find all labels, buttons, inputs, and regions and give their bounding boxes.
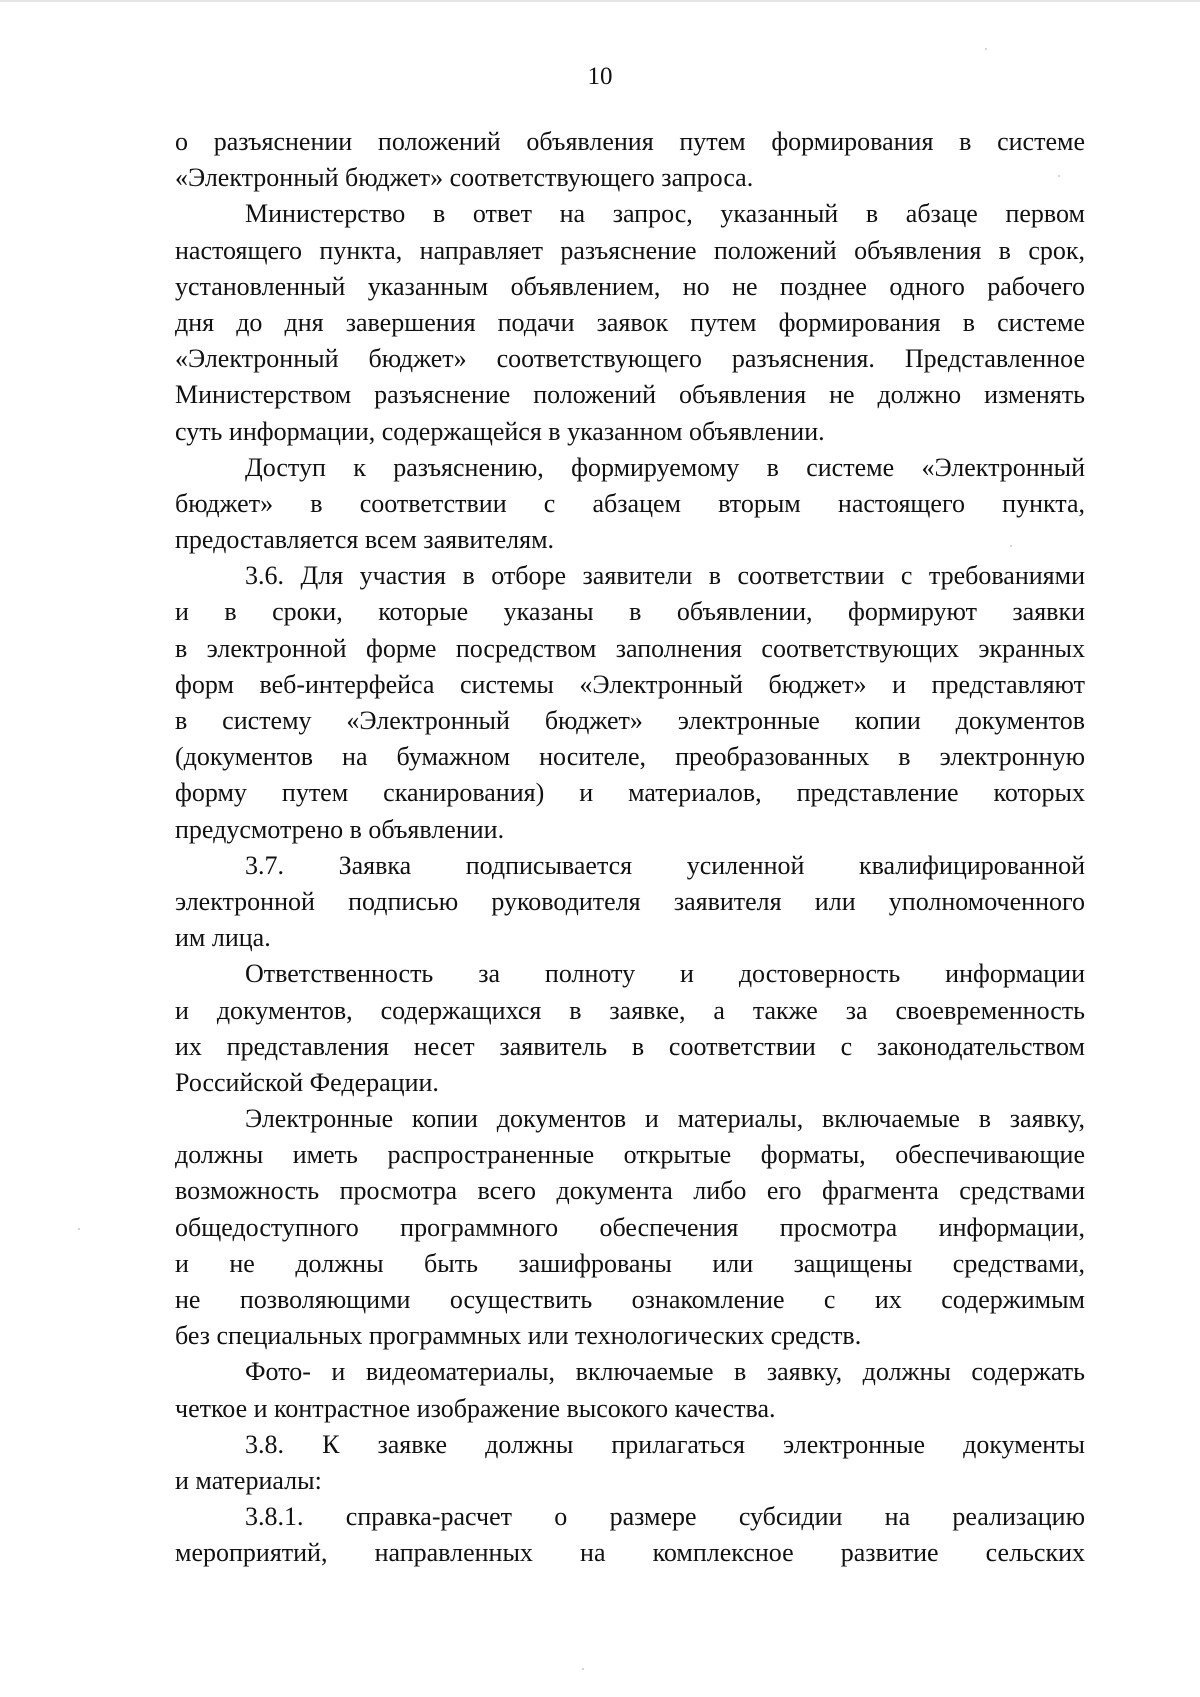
text-line: возможность просмотра всего документа либо его фрагмента средствами	[175, 1176, 1085, 1206]
text-line: и в сроки, которые указаны в объявлении, формируют заявки	[175, 597, 1085, 627]
text-line: установленный указанным объявлением, но не позднее одного рабочего	[175, 271, 1085, 301]
text-line: «Электронный бюджет» соответствующего запроса.	[175, 163, 754, 193]
scan-speck	[1010, 545, 1012, 547]
text-line: четкое и контрастное изображение высокого качества.	[175, 1393, 776, 1423]
scan-speck	[78, 1228, 80, 1230]
paragraph	[175, 450, 1085, 559]
text-line: и материалы:	[175, 1465, 322, 1495]
text-line: дня до дня завершения подачи заявок путем формирования в системе	[175, 307, 1085, 337]
text-line: настоящего пункта, направляет разъяснение положений объявления в срок,	[175, 235, 1085, 265]
text-line: 3.7. Заявка подписывается усиленной квалифицированной	[245, 850, 1085, 880]
text-line: в электронной форме посредством заполнения соответствующих экранных	[175, 633, 1085, 663]
text-line: о разъяснении положений объявления путем формирования в системе	[175, 127, 1085, 156]
paragraph	[175, 1101, 1085, 1354]
text-line: должны иметь распространенные открытые форматы, обеспечивающие	[175, 1140, 1085, 1170]
text-line: бюджет» в соответствии с абзацем вторым настоящего пункта,	[175, 488, 1085, 518]
text-line: суть информации, содержащейся в указанном объявлении.	[175, 416, 825, 446]
scan-speck	[985, 48, 987, 50]
document-body	[175, 124, 1085, 1572]
text-line: форму путем сканирования) и материалов, представление которых	[175, 778, 1085, 808]
paragraph	[175, 1499, 1085, 1571]
text-line: (документов на бумажном носителе, преобразованных в электронную	[175, 742, 1085, 772]
text-line: Электронные копии документов и материалы, включаемые в заявку,	[245, 1104, 1085, 1134]
text-line: их представления несет заявитель в соответствии с законодательством	[175, 1031, 1085, 1061]
text-line: Российской Федерации.	[175, 1067, 439, 1097]
text-line: Ответственность за полноту и достоверность информации	[245, 959, 1085, 989]
paragraph	[175, 558, 1085, 848]
text-line: Фото- и видеоматериалы, включаемые в заявку, должны содержать	[245, 1357, 1085, 1387]
text-line: и не должны быть зашифрованы или защищены средствами,	[175, 1248, 1085, 1278]
paragraph	[175, 1354, 1085, 1426]
paragraph	[175, 124, 1085, 196]
text-line: «Электронный бюджет» соответствующего разъяснения. Представленное	[175, 344, 1085, 374]
text-line: 3.6. Для участия в отборе заявители в соответствии с требованиями	[245, 561, 1085, 591]
text-line: предоставляется всем заявителям.	[175, 525, 555, 555]
text-line: предусмотрено в объявлении.	[175, 814, 505, 844]
text-line: Министерство в ответ на запрос, указанный в абзаце первом	[245, 199, 1085, 229]
text-line: мероприятий, направленных на комплексное развитие сельских	[175, 1538, 1085, 1568]
scan-speck	[582, 1668, 584, 1670]
text-line: без специальных программных или технологических средств.	[175, 1321, 862, 1351]
scan-edge	[0, 0, 1200, 2]
text-line: 3.8.1. справка-расчет о размере субсидии на реализацию	[245, 1502, 1085, 1532]
text-line: не позволяющими осуществить ознакомление с их содержимым	[175, 1285, 1085, 1314]
paragraph	[175, 848, 1085, 957]
paragraph	[175, 956, 1085, 1101]
text-line: им лица.	[175, 923, 271, 953]
paragraph	[175, 1427, 1085, 1499]
text-line: форм веб-интерфейса системы «Электронный бюджет» и представляют	[175, 669, 1085, 699]
text-line: электронной подписью руководителя заявителя или уполномоченного	[175, 886, 1085, 916]
paragraph	[175, 196, 1085, 449]
text-line: Доступ к разъяснению, формируемому в системе «Электронный	[245, 452, 1085, 482]
text-line: и документов, содержащихся в заявке, а также за своевременность	[175, 995, 1085, 1025]
page-number: 10	[587, 63, 613, 90]
text-line: Министерством разъяснение положений объявления не должно изменять	[175, 380, 1085, 410]
text-line: в систему «Электронный бюджет» электронные копии документов	[175, 706, 1085, 735]
text-line: общедоступного программного обеспечения просмотра информации,	[175, 1212, 1085, 1242]
scan-speck	[1058, 175, 1060, 177]
text-line: 3.8. К заявке должны прилагаться электронные документы	[245, 1429, 1085, 1459]
